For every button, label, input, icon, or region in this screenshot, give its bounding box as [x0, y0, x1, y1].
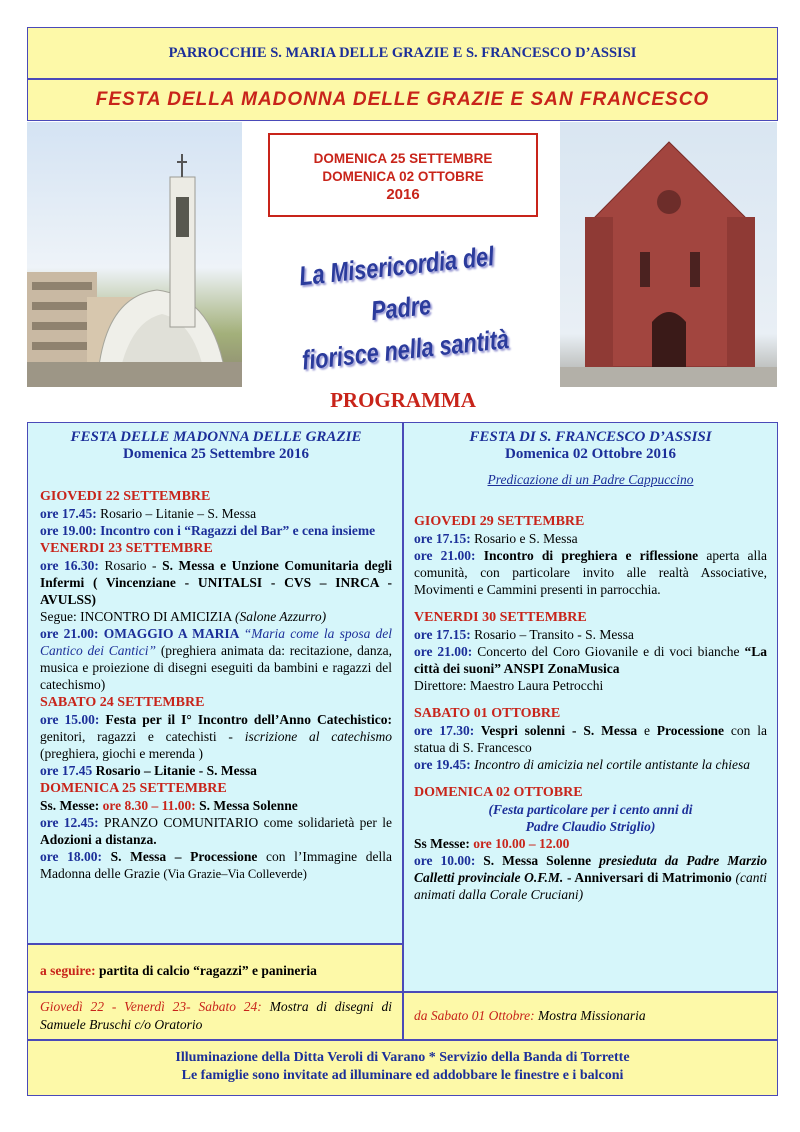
church-bell-tower-photo [27, 122, 242, 387]
motto-line-1: La Misericordia del Padre [297, 241, 496, 327]
left-title: FESTA DELLE MADONNA DELLE GRAZIE [70, 429, 362, 445]
right-domenica-note-1: (Festa particolare per i cento anni di [488, 802, 693, 817]
right-venerdi-item-1: ore 17.15: Rosario – Transito - S. Messa [414, 627, 634, 642]
right-domenica-heading: DOMENICA 02 OTTOBRE [414, 785, 583, 800]
left-venerdi-heading: VENERDI 23 SETTEMBRE [40, 541, 213, 556]
left-venerdi-item-2: ore 21.00: OMAGGIO A MARIA “Maria come la sposa del Cantico dei Cantici” (preghiera animata da: recitazione, danza, musica e proiezione di disegni eseguiti da bambini e ragazzi del catechismo) [40, 626, 393, 692]
right-subtitle: Domenica 02 Ottobre 2016 [505, 446, 676, 462]
feast-title: FESTA DELLA MADONNA DELLE GRAZIE E SAN FRANCESCO [95, 89, 710, 110]
right-domenica-item-1: ore 10.00: S. Messa Solenne presieduta da Padre Marzio Calletti provinciale O.F.M. - Anniversari di Matrimonio (canti animati dalla Corale Cruciani) [414, 853, 767, 902]
left-sabato-item-2: ore 17.45 Rosario – Litanie - S. Messa [40, 763, 257, 778]
left-giovedi-heading: GIOVEDI 22 SETTEMBRE [40, 489, 211, 504]
right-venerdi-item-2: ore 21.00: Concerto del Coro Giovanile e di voci bianche “La città dei suoni” ANSPI ZonaMusica [414, 644, 767, 676]
right-domenica-note-2: Padre Claudio Striglio) [525, 819, 656, 834]
right-sabato-item-1: ore 17.30: Vespri solenni - S. Messa e Processione con la statua di S. Francesco [414, 723, 767, 755]
right-venerdi-director: Direttore: Maestro Laura Petrocchi [414, 678, 604, 693]
parishes-banner [27, 27, 778, 79]
right-giovedi-item-2: ore 21.00: Incontro di preghiera e riflessione aperta alla comunità, con particolare invito alle realtà Associative, Movimenti e Cammini presenti in parrocchia. [414, 548, 767, 597]
feast-title-banner [27, 79, 778, 121]
left-domenica-item-1: ore 12.45: PRANZO COMUNITARIO come solidarietà per le Adozioni a distanza. [40, 815, 392, 847]
left-subtitle: Domenica 25 Settembre 2016 [123, 446, 309, 462]
left-mostra-dates: Giovedì 22 - Venerdì 23- Sabato 24: [40, 999, 262, 1014]
footer-banner [27, 1040, 778, 1096]
date-box [268, 133, 538, 217]
right-venerdi-heading: VENERDI 30 SETTEMBRE [414, 610, 587, 625]
right-sabato-heading: SABATO 01 OTTOBRE [414, 706, 561, 721]
right-predicazione: Predicazione di un Padre Cappuccino [487, 472, 694, 487]
parishes-text: PARROCCHIE S. MARIA DELLE GRAZIE E S. FRANCESCO D’ASSISI [168, 44, 637, 61]
brick-church-facade-photo [560, 122, 777, 387]
programma-heading: PROGRAMMA [330, 388, 476, 412]
date-line-1: DOMENICA 25 SETTEMBRE [313, 151, 493, 166]
left-mostra-box [27, 992, 403, 1040]
left-venerdi-segue: Segue: INCONTRO DI AMICIZIA (Salone Azzurro) [40, 609, 327, 624]
right-sabato-item-2: ore 19.45: Incontro di amicizia nel cortile antistante la chiesa [414, 757, 750, 772]
right-title: FESTA DI S. FRANCESCO D’ASSISI [469, 429, 712, 445]
date-line-2: DOMENICA 02 OTTOBRE [322, 169, 484, 184]
footer-line-2: Le famiglie sono invitate ad illuminare ed addobbare le finestre e i balconi [181, 1068, 624, 1083]
seguire-label: a seguire: [40, 963, 96, 978]
right-mostra-dates: da Sabato 01 Ottobre: [414, 1008, 535, 1023]
right-program-column [403, 422, 778, 992]
left-domenica-item-2: ore 18.00: S. Messa – Processione con l’Immagine della Madonna delle Grazie (Via Grazie–Via Colleverde) [40, 849, 392, 881]
left-mostra-text: Mostra di disegni di Samuele Bruschi c/o Oratorio [40, 999, 392, 1032]
right-giovedi-item-1: ore 17.15: Rosario e S. Messa [414, 531, 578, 546]
left-domenica-item-0: Ss. Messe: ore 8.30 – 11.00: S. Messa Solenne [40, 798, 298, 813]
right-domenica-item-0: Ss Messe: ore 10.00 – 12.00 [414, 836, 570, 851]
motto-line-2: fiorisce nella santità [300, 323, 511, 376]
left-seguire-box [27, 944, 403, 992]
right-giovedi-heading: GIOVEDI 29 SETTEMBRE [414, 514, 585, 529]
seguire-text: partita di calcio “ragazzi” e panineria [95, 963, 317, 978]
right-mostra-box [403, 992, 778, 1040]
left-program-column [27, 422, 403, 944]
left-giovedi-item-2: ore 19.00: Incontro con i “Ragazzi del Bar” e cena insieme [40, 523, 376, 538]
left-sabato-heading: SABATO 24 SETTEMBRE [40, 695, 205, 710]
left-sabato-item-1: ore 15.00: Festa per il I° Incontro dell’Anno Catechistico: genitori, ragazzi e catechisti - iscrizione al catechismo (preghiera, giochi e merenda ) [40, 712, 392, 761]
motto [239, 229, 562, 387]
left-giovedi-item-1: ore 17.45: Rosario – Litanie – S. Messa [40, 506, 257, 521]
right-mostra-text: Mostra Missionaria [534, 1008, 646, 1023]
left-venerdi-item-1: ore 16.30: Rosario - S. Messa e Unzione Comunitaria degli Infermi ( Vincenziane - UNITALSI - CVS – INRCA - AVULSS) [40, 558, 392, 607]
left-domenica-heading: DOMENICA 25 SETTEMBRE [40, 781, 227, 796]
footer-line-1: Illuminazione della Ditta Veroli di Varano * Servizio della Banda di Torrette [175, 1050, 630, 1065]
date-year: 2016 [386, 186, 420, 203]
